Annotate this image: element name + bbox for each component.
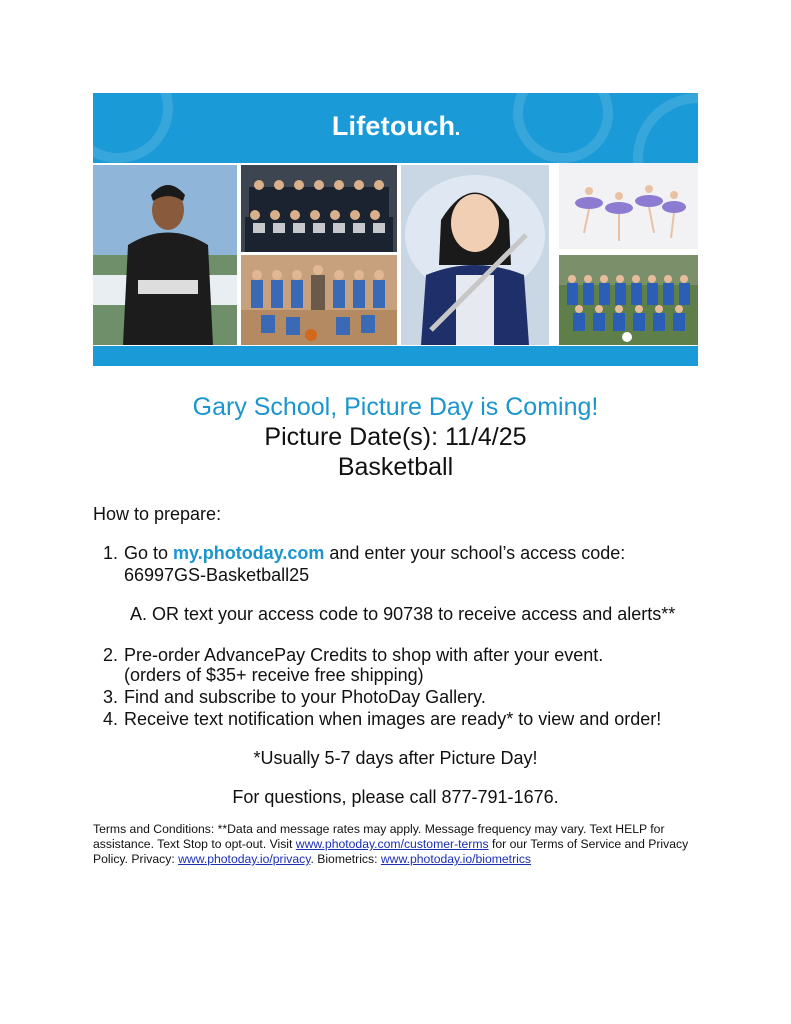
photoday-link[interactable]: my.photoday.com (173, 543, 325, 563)
step-3: Find and subscribe to your PhotoDay Gallery. (124, 687, 486, 707)
step-number: 4. (103, 709, 119, 729)
photo-collage (93, 163, 698, 346)
step-number: 1. (103, 543, 119, 563)
event-name: Basketball (337, 453, 454, 481)
basketball-team-photo (241, 255, 397, 345)
lifetouch-banner (93, 93, 698, 366)
lifetouch-logo: Lifetouch (93, 111, 698, 142)
picture-dates: Picture Date(s): 11/4/25 (264, 423, 527, 451)
step-1: Go to my.photoday.com and enter your school’s access code: (124, 543, 626, 563)
soccer-team-photo (559, 255, 698, 345)
access-code: 66997GS-Basketball25 (124, 565, 310, 585)
step-4: Receive text notification when images are ready* to view and order! (124, 709, 662, 729)
contact-line: For questions, please call 877-791-1676. (232, 787, 559, 807)
biometrics-link[interactable]: www.photoday.io/biometrics (380, 852, 532, 866)
delivery-note: *Usually 5-7 days after Picture Day! (253, 748, 538, 768)
team-photo (241, 165, 397, 252)
band-student-photo (401, 165, 549, 345)
banner-bottom-band (93, 346, 698, 366)
prepare-heading: How to prepare: (93, 504, 222, 524)
runner-photo (93, 165, 237, 345)
step-2: Pre-order AdvancePay Credits to shop with after your event. (124, 645, 604, 665)
customer-terms-link[interactable]: www.photoday.com/customer-terms (295, 837, 489, 851)
dance-photo (559, 163, 698, 249)
step-2-note: (orders of $35+ receive free shipping) (124, 665, 424, 685)
step-number: 2. (103, 645, 119, 665)
step-number: 3. (103, 687, 119, 707)
terms-and-conditions: Terms and Conditions: **Data and message rates may apply. Message frequency may vary. Text HELP for assistance. Text Stop to opt-out. Visit www.photoday.com/customer-terms for our Terms of Service and Privacy Policy. Privacy: www.photoday.io/privacy. Biometrics: www.photoday.io/biometrics (93, 822, 689, 866)
step-1a: A. OR text your access code to 90738 to receive access and alerts** (130, 604, 676, 624)
privacy-link[interactable]: www.photoday.io/privacy (178, 852, 311, 866)
page-title: Gary School, Picture Day is Coming! (192, 393, 599, 421)
